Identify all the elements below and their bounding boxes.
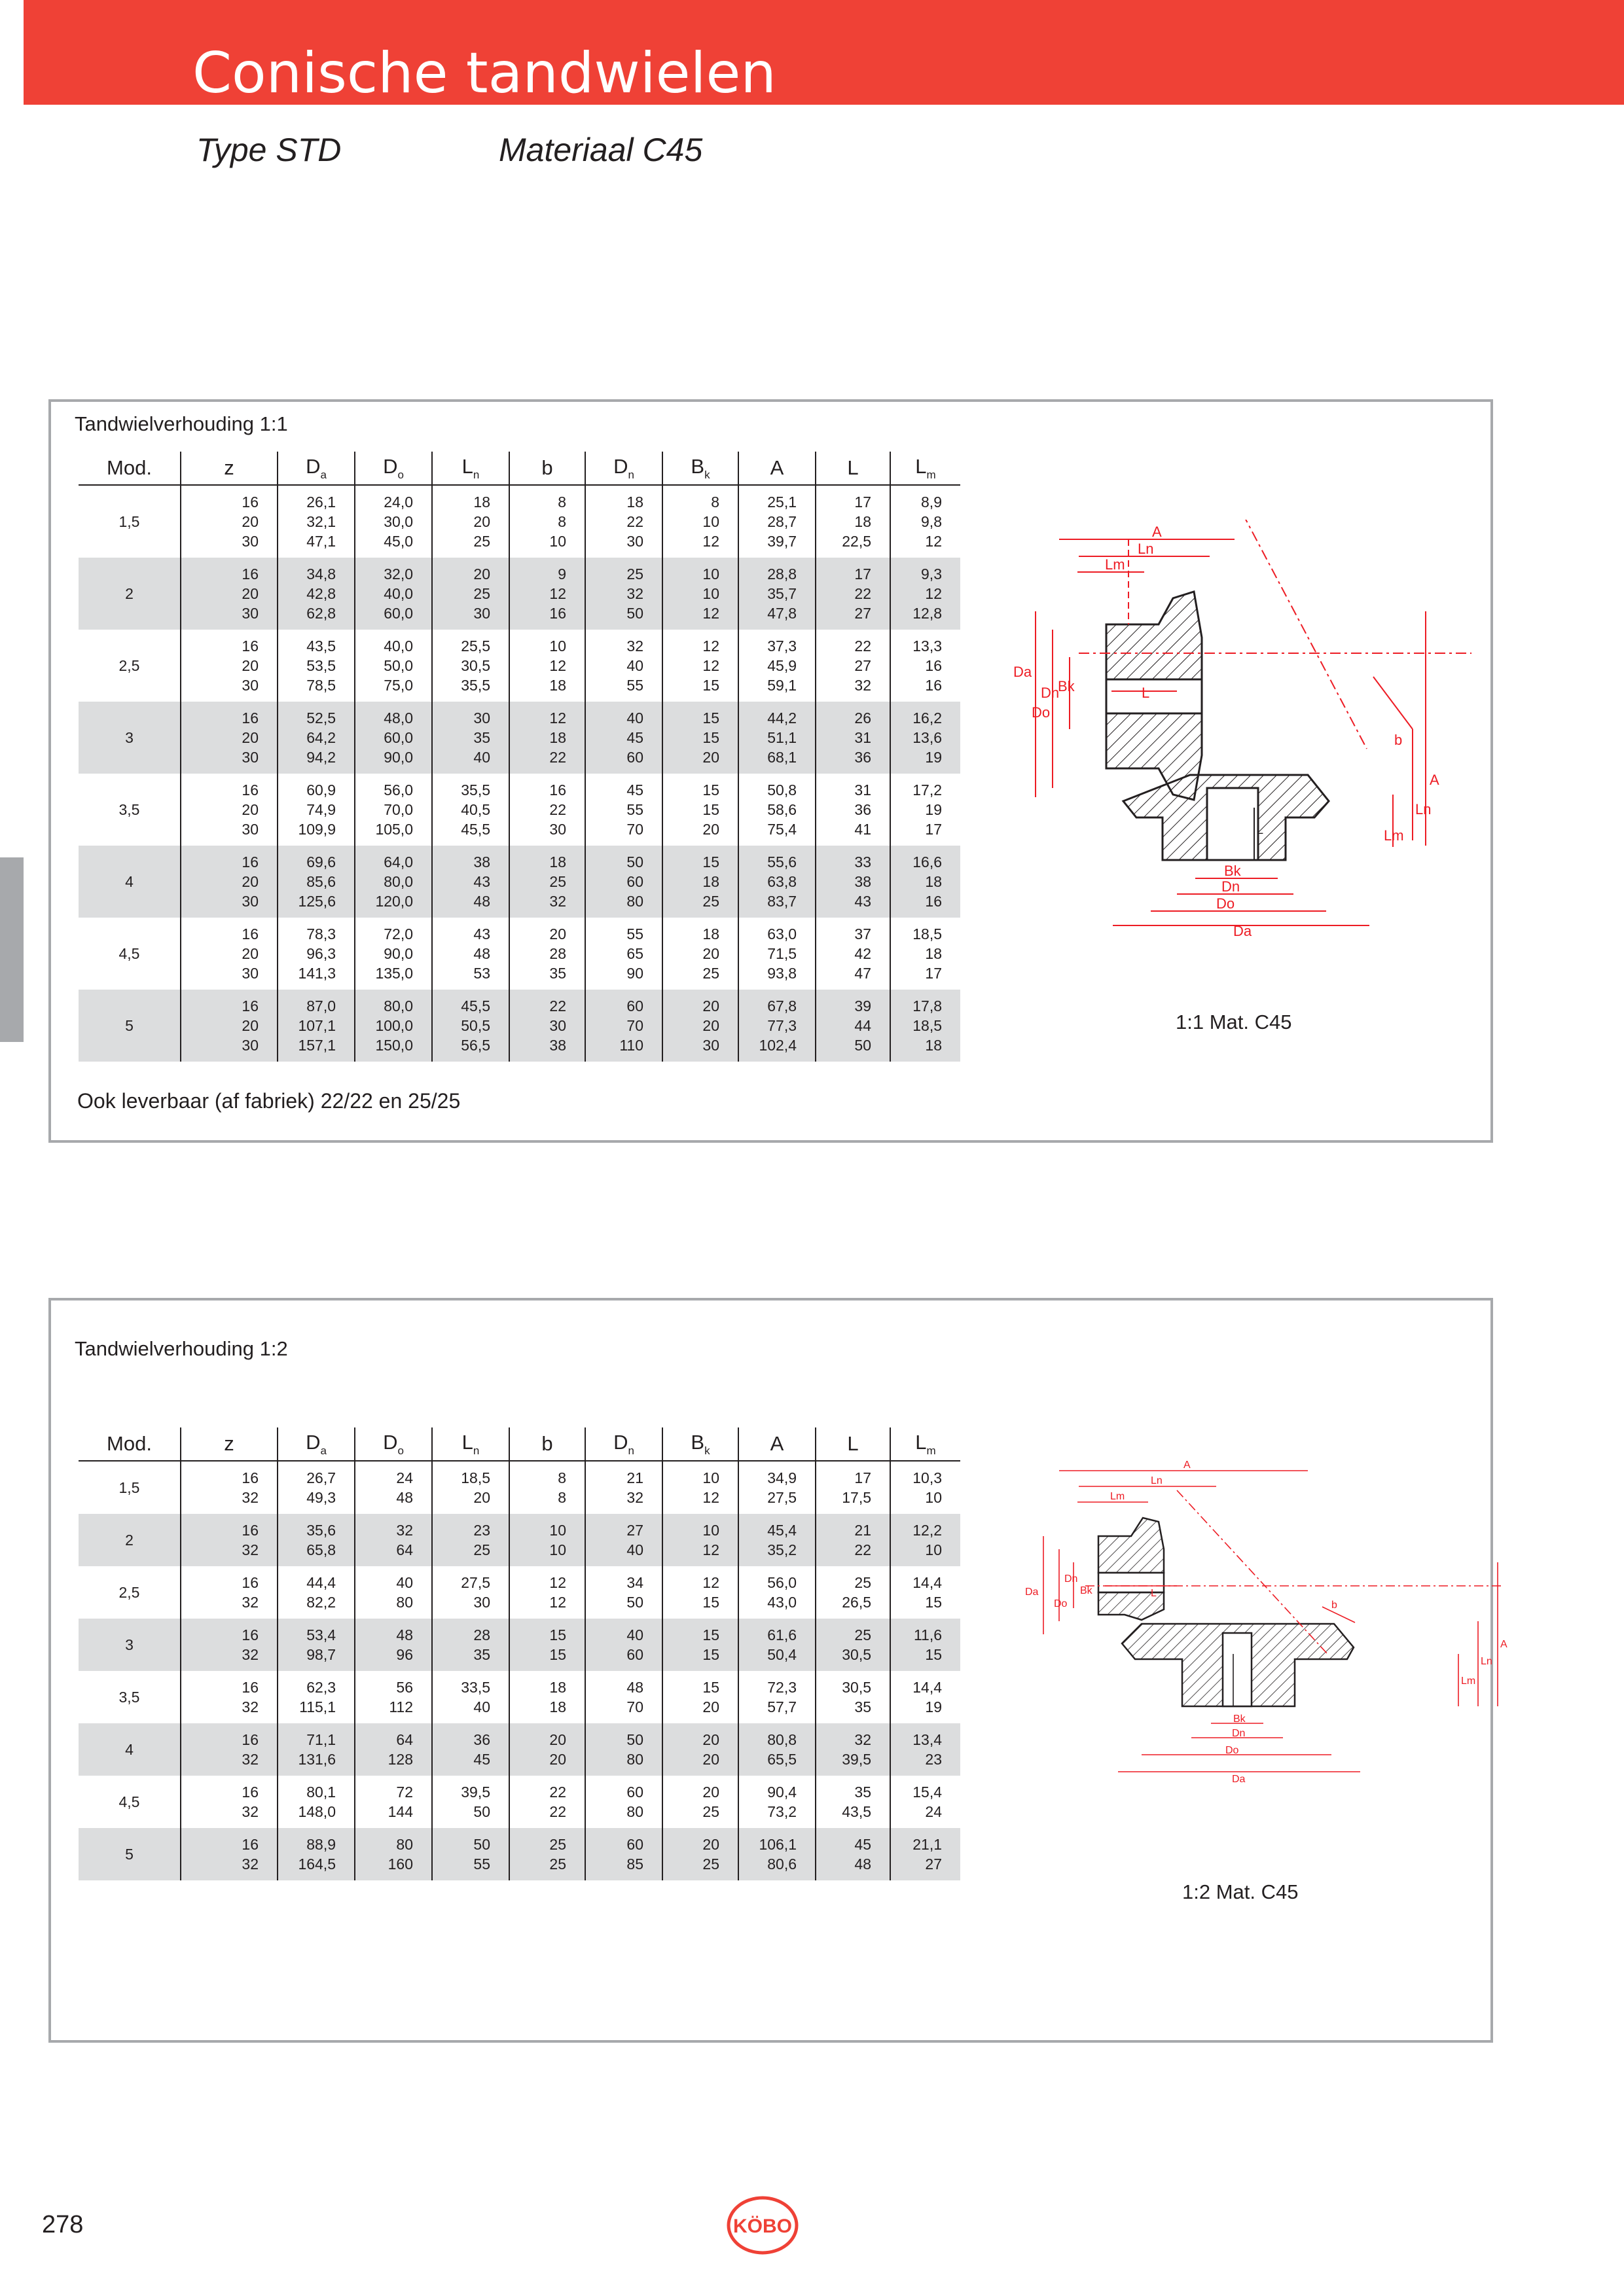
table-cell-b: 10 10 bbox=[509, 1514, 585, 1566]
table-cell-do: 32 64 bbox=[355, 1514, 432, 1566]
table-cell-bk: 15 18 25 bbox=[662, 846, 738, 918]
table-cell-bk: 20 25 bbox=[662, 1776, 738, 1828]
table-cell-a: 44,2 51,1 68,1 bbox=[738, 702, 816, 774]
table2-body bbox=[79, 1461, 960, 1880]
table-cell-z: 16 20 30 bbox=[181, 485, 278, 558]
pinion-bore bbox=[1106, 679, 1202, 713]
table-cell-do: 48 96 bbox=[355, 1619, 432, 1671]
table-cell-mod: 4 bbox=[79, 1723, 181, 1776]
table-cell-dn: 18 22 30 bbox=[585, 485, 662, 558]
table-cell-b: 22 22 bbox=[509, 1776, 585, 1828]
dim-label-do: Do bbox=[1032, 704, 1051, 721]
dim-label-ln-right: Ln bbox=[1415, 801, 1432, 817]
table-cell-b: 25 25 bbox=[509, 1828, 585, 1880]
table2-header-row bbox=[79, 1427, 960, 1461]
table-cell-mod: 1,5 bbox=[118, 1479, 140, 1496]
table-cell-mod: 5 bbox=[79, 1828, 181, 1880]
dim-label-dn: Dn bbox=[1041, 685, 1060, 701]
type-label: Type STD bbox=[196, 132, 342, 168]
dim2-label-ln-right: Ln bbox=[1481, 1656, 1492, 1667]
table2-col-header: b bbox=[509, 1427, 585, 1461]
dim2-label-a: A bbox=[1183, 1460, 1191, 1471]
dim2-label-a-right: A bbox=[1500, 1639, 1507, 1650]
table2-col-header: L bbox=[816, 1427, 890, 1461]
table-cell-z: 16 32 bbox=[181, 1461, 278, 1514]
table-cell-bk: 12 15 bbox=[662, 1566, 738, 1619]
table-cell-bk: 20 20 bbox=[662, 1723, 738, 1776]
table-row bbox=[79, 990, 960, 1062]
table-cell-ln: 33,5 40 bbox=[432, 1671, 509, 1723]
table-row bbox=[79, 918, 960, 990]
table-cell-l: 33 38 43 bbox=[816, 846, 890, 918]
table-cell-lm: 13,4 23 bbox=[890, 1723, 960, 1776]
table-cell-l: 17 22 27 bbox=[816, 558, 890, 630]
table-cell-ln: 35,5 40,5 45,5 bbox=[432, 774, 509, 846]
table-cell-lm: 17,8 18,5 18 bbox=[890, 990, 960, 1062]
table-cell-bk: 10 12 bbox=[662, 1461, 738, 1514]
dim2-label-bk-bottom: Bk bbox=[1233, 1713, 1246, 1725]
table-cell-mod: 4,5 bbox=[118, 945, 140, 962]
table-cell-a: 25,1 28,7 39,7 bbox=[738, 485, 816, 558]
table-cell-a: 45,4 35,2 bbox=[738, 1514, 816, 1566]
table-cell-bk: 20 25 bbox=[662, 1828, 738, 1880]
table-cell-lm: 10,3 10 bbox=[890, 1461, 960, 1514]
table-cell-z: 16 20 30 bbox=[181, 630, 278, 702]
table-cell-mod: 5 bbox=[79, 990, 181, 1062]
table-cell-ln: 28 35 bbox=[432, 1619, 509, 1671]
table-cell-z: 16 20 30 bbox=[181, 558, 278, 630]
table-row bbox=[79, 1619, 960, 1671]
dim-label-a-right: A bbox=[1430, 772, 1439, 788]
table-cell-bk: 20 20 30 bbox=[662, 990, 738, 1062]
table-cell-l: 17 18 22,5 bbox=[816, 485, 890, 558]
table-cell-z: 16 20 30 bbox=[181, 774, 278, 846]
dim2-label-dn-bottom: Dn bbox=[1232, 1728, 1246, 1739]
table1-col-header: $L_n$ bbox=[432, 452, 509, 485]
table-cell-do: 48,0 60,0 90,0 bbox=[355, 702, 432, 774]
table-cell-dn: 21 32 bbox=[585, 1461, 662, 1514]
table-cell-z: 16 32 bbox=[181, 1671, 278, 1723]
table-cell-lm: 8,9 9,8 12 bbox=[890, 485, 960, 558]
table-cell-lm: 14,4 15 bbox=[890, 1566, 960, 1619]
table-cell-b: 16 22 30 bbox=[509, 774, 585, 846]
table-row bbox=[79, 1461, 960, 1514]
table-cell-a: 72,3 57,7 bbox=[738, 1671, 816, 1723]
table-cell-da: 26,1 32,1 47,1 bbox=[278, 485, 355, 558]
table-cell-do: 64 128 bbox=[355, 1723, 432, 1776]
table2-col-header: z bbox=[181, 1427, 278, 1461]
table-cell-b: 9 12 16 bbox=[509, 558, 585, 630]
table-cell-lm: 14,4 19 bbox=[890, 1671, 960, 1723]
table-cell-da: 53,4 98,7 bbox=[278, 1619, 355, 1671]
table-cell-z: 16 32 bbox=[181, 1619, 278, 1671]
table-cell-bk: 15 20 bbox=[662, 1671, 738, 1723]
table2 bbox=[79, 1427, 960, 1880]
table-cell-a: 34,9 27,5 bbox=[738, 1461, 816, 1514]
table2-col-header: $L_n$ bbox=[432, 1427, 509, 1461]
dim2-label-da: Da bbox=[1025, 1587, 1039, 1598]
table-cell-ln: 45,5 50,5 56,5 bbox=[432, 990, 509, 1062]
page-title: Conische tandwielen bbox=[192, 41, 776, 106]
table1-col-header: Mod. bbox=[79, 452, 181, 485]
table-cell-mod: 3,5 bbox=[118, 1689, 140, 1706]
table-cell-l: 17 17,5 bbox=[816, 1461, 890, 1514]
table-cell-l: 25 26,5 bbox=[816, 1566, 890, 1619]
dim-label-l: L bbox=[1142, 685, 1150, 701]
table-cell-b: 15 15 bbox=[509, 1619, 585, 1671]
dim-label-bk: Bk bbox=[1058, 678, 1075, 694]
table1-col-header: $B_k$ bbox=[662, 452, 738, 485]
panel-ratio-1-1 bbox=[48, 399, 1493, 1143]
table-row bbox=[79, 1514, 960, 1566]
table-cell-mod: 4,5 bbox=[118, 1793, 140, 1810]
dim2-label-bk: Bk bbox=[1080, 1585, 1092, 1596]
dim-label-da: Da bbox=[1013, 664, 1032, 680]
table-cell-dn: 27 40 bbox=[585, 1514, 662, 1566]
table-cell-dn: 55 65 90 bbox=[585, 918, 662, 990]
table-cell-do: 72 144 bbox=[355, 1776, 432, 1828]
gear-bore-large bbox=[1223, 1633, 1252, 1706]
table-row bbox=[79, 774, 960, 846]
dim-label-lm: Lm bbox=[1105, 556, 1125, 573]
table-cell-do: 56,0 70,0 105,0 bbox=[355, 774, 432, 846]
table-row bbox=[79, 702, 960, 774]
table-cell-mod: 4 bbox=[79, 846, 181, 918]
table-cell-l: 39 44 50 bbox=[816, 990, 890, 1062]
table-row bbox=[79, 1566, 960, 1619]
table-cell-da: 62,3 115,1 bbox=[278, 1671, 355, 1723]
table-cell-b: 8 8 bbox=[509, 1461, 585, 1514]
table-cell-ln: 39,5 50 bbox=[432, 1776, 509, 1828]
dim-label-da-bottom: Da bbox=[1233, 923, 1252, 939]
dim2-label-do-bottom: Do bbox=[1225, 1745, 1239, 1756]
table-cell-a: 106,1 80,6 bbox=[738, 1828, 816, 1880]
dim-label-l-vertical: L bbox=[1257, 823, 1264, 836]
table-cell-lm: 17,2 19 17 bbox=[890, 774, 960, 846]
table-row bbox=[79, 558, 960, 630]
table-cell-b: 20 28 35 bbox=[509, 918, 585, 990]
table-cell-z: 16 20 30 bbox=[181, 990, 278, 1062]
table-cell-dn: 48 70 bbox=[585, 1671, 662, 1723]
kobo-logo bbox=[727, 2196, 799, 2255]
table-cell-b: 12 12 bbox=[509, 1566, 585, 1619]
table-cell-z: 16 32 bbox=[181, 1514, 278, 1566]
table-row bbox=[79, 630, 960, 702]
table-cell-dn: 60 85 bbox=[585, 1828, 662, 1880]
table-cell-lm: 11,6 15 bbox=[890, 1619, 960, 1671]
table-cell-mod: 2 bbox=[79, 558, 181, 630]
table-cell-l: 21 22 bbox=[816, 1514, 890, 1566]
table-cell-da: 43,5 53,5 78,5 bbox=[278, 630, 355, 702]
table-cell-lm: 12,2 10 bbox=[890, 1514, 960, 1566]
table-row bbox=[79, 1723, 960, 1776]
pinion-upper-small bbox=[1098, 1518, 1164, 1573]
table-cell-a: 80,8 65,5 bbox=[738, 1723, 816, 1776]
table1-col-header: A bbox=[738, 452, 816, 485]
table-cell-l: 31 36 41 bbox=[816, 774, 890, 846]
dim2-label-b: b bbox=[1331, 1600, 1337, 1611]
table2-col-header: A bbox=[738, 1427, 816, 1461]
table-cell-b: 12 18 22 bbox=[509, 702, 585, 774]
dim-label-lm-right: Lm bbox=[1384, 827, 1404, 844]
table-cell-da: 88,9 164,5 bbox=[278, 1828, 355, 1880]
table-cell-dn: 34 50 bbox=[585, 1566, 662, 1619]
table-cell-l: 37 42 47 bbox=[816, 918, 890, 990]
table1-col-header: z bbox=[181, 452, 278, 485]
table-cell-mod: 2 bbox=[79, 1514, 181, 1566]
dim2-label-ln: Ln bbox=[1151, 1475, 1163, 1486]
table-cell-bk: 15 15 bbox=[662, 1619, 738, 1671]
table-row bbox=[79, 1671, 960, 1723]
gear-bore bbox=[1207, 788, 1258, 860]
table-cell-da: 80,1 148,0 bbox=[278, 1776, 355, 1828]
table-cell-z: 16 32 bbox=[181, 1776, 278, 1828]
table2-title: Tandwielverhouding 1:2 bbox=[75, 1337, 288, 1360]
table-cell-dn: 32 40 55 bbox=[585, 630, 662, 702]
table-cell-lm: 15,4 24 bbox=[890, 1776, 960, 1828]
table-cell-lm: 18,5 18 17 bbox=[890, 918, 960, 990]
table-cell-b: 18 25 32 bbox=[509, 846, 585, 918]
availability-note: Ook leverbaar (af fabriek) 22/22 en 25/25 bbox=[77, 1089, 461, 1113]
table-cell-do: 56 112 bbox=[355, 1671, 432, 1723]
table-cell-z: 16 20 30 bbox=[181, 846, 278, 918]
table1-col-header: $D_n$ bbox=[585, 452, 662, 485]
table-cell-z: 16 32 bbox=[181, 1566, 278, 1619]
table1-col-header: b bbox=[509, 452, 585, 485]
table-cell-ln: 18,5 20 bbox=[432, 1461, 509, 1514]
dim-label-ln: Ln bbox=[1138, 541, 1154, 557]
table-cell-do: 80,0 100,0 150,0 bbox=[355, 990, 432, 1062]
table1-col-header: $D_o$ bbox=[355, 452, 432, 485]
dim-label-a: A bbox=[1152, 524, 1162, 540]
table-cell-lm: 21,1 27 bbox=[890, 1828, 960, 1880]
dim2-label-do: Do bbox=[1054, 1598, 1068, 1609]
table-cell-bk: 12 12 15 bbox=[662, 630, 738, 702]
table-cell-lm: 9,3 12 12,8 bbox=[890, 558, 960, 630]
table-cell-dn: 60 70 110 bbox=[585, 990, 662, 1062]
table-row bbox=[79, 846, 960, 918]
table-cell-da: 26,7 49,3 bbox=[278, 1461, 355, 1514]
table-cell-bk: 15 15 20 bbox=[662, 774, 738, 846]
table-cell-lm: 13,3 16 16 bbox=[890, 630, 960, 702]
table-cell-a: 67,8 77,3 102,4 bbox=[738, 990, 816, 1062]
table-cell-dn: 25 32 50 bbox=[585, 558, 662, 630]
table-cell-ln: 43 48 53 bbox=[432, 918, 509, 990]
table-cell-lm: 16,6 18 16 bbox=[890, 846, 960, 918]
dim2-label-lm: Lm bbox=[1110, 1491, 1125, 1502]
table-cell-l: 45 48 bbox=[816, 1828, 890, 1880]
table-cell-do: 80 160 bbox=[355, 1828, 432, 1880]
table-cell-bk: 10 10 12 bbox=[662, 558, 738, 630]
page-number: 278 bbox=[42, 2211, 84, 2238]
table-row bbox=[79, 1828, 960, 1880]
table-cell-da: 52,5 64,2 94,2 bbox=[278, 702, 355, 774]
table-cell-mod: 3 bbox=[79, 1619, 181, 1671]
table-cell-ln: 36 45 bbox=[432, 1723, 509, 1776]
table2-col-header: $L_m$ bbox=[890, 1427, 960, 1461]
table-cell-a: 50,8 58,6 75,4 bbox=[738, 774, 816, 846]
table-cell-da: 69,6 85,6 125,6 bbox=[278, 846, 355, 918]
table-cell-b: 10 12 18 bbox=[509, 630, 585, 702]
table-cell-do: 24 48 bbox=[355, 1461, 432, 1514]
table-cell-z: 16 20 30 bbox=[181, 702, 278, 774]
pinion-left-upper bbox=[1106, 592, 1202, 679]
table2-col-header: $D_o$ bbox=[355, 1427, 432, 1461]
table-cell-z: 16 20 30 bbox=[181, 918, 278, 990]
table-cell-do: 40,0 50,0 75,0 bbox=[355, 630, 432, 702]
drawing1-caption: 1:1 Mat. C45 bbox=[1176, 1011, 1292, 1033]
table-cell-l: 32 39,5 bbox=[816, 1723, 890, 1776]
table-cell-ln: 27,5 30 bbox=[432, 1566, 509, 1619]
table1-header-row bbox=[79, 452, 960, 485]
table2-col-header: Mod. bbox=[79, 1427, 181, 1461]
table2-col-header: $B_k$ bbox=[662, 1427, 738, 1461]
table-cell-a: 90,4 73,2 bbox=[738, 1776, 816, 1828]
table1-col-header: L bbox=[816, 452, 890, 485]
dim2-label-l: L bbox=[1151, 1588, 1157, 1599]
table-cell-mod: 2,5 bbox=[118, 657, 140, 674]
table-cell-do: 64,0 80,0 120,0 bbox=[355, 846, 432, 918]
table-cell-b: 18 18 bbox=[509, 1671, 585, 1723]
table-cell-a: 63,0 71,5 93,8 bbox=[738, 918, 816, 990]
table-cell-dn: 40 45 60 bbox=[585, 702, 662, 774]
table-cell-dn: 40 60 bbox=[585, 1619, 662, 1671]
table-cell-do: 40 80 bbox=[355, 1566, 432, 1619]
material-label: Materiaal C45 bbox=[499, 132, 703, 168]
table-cell-a: 61,6 50,4 bbox=[738, 1619, 816, 1671]
table-cell-bk: 8 10 12 bbox=[662, 485, 738, 558]
side-tab-marker bbox=[0, 857, 24, 1042]
table-cell-lm: 16,2 13,6 19 bbox=[890, 702, 960, 774]
table1-title: Tandwielverhouding 1:1 bbox=[75, 412, 288, 435]
table-cell-ln: 20 25 30 bbox=[432, 558, 509, 630]
table-cell-ln: 23 25 bbox=[432, 1514, 509, 1566]
table-cell-b: 20 20 bbox=[509, 1723, 585, 1776]
table-cell-a: 37,3 45,9 59,1 bbox=[738, 630, 816, 702]
table-cell-mod: 2,5 bbox=[118, 1584, 140, 1601]
table1-col-header: $L_m$ bbox=[890, 452, 960, 485]
table-cell-da: 87,0 107,1 157,1 bbox=[278, 990, 355, 1062]
table-cell-do: 72,0 90,0 135,0 bbox=[355, 918, 432, 990]
dim-label-dn-bottom: Dn bbox=[1221, 878, 1240, 895]
table-cell-a: 56,0 43,0 bbox=[738, 1566, 816, 1619]
table-cell-da: 44,4 82,2 bbox=[278, 1566, 355, 1619]
table-cell-mod: 3,5 bbox=[118, 801, 140, 818]
table-cell-da: 34,8 42,8 62,8 bbox=[278, 558, 355, 630]
table2-col-header: $D_a$ bbox=[278, 1427, 355, 1461]
table-cell-bk: 15 15 20 bbox=[662, 702, 738, 774]
table-cell-da: 71,1 131,6 bbox=[278, 1723, 355, 1776]
table1 bbox=[79, 452, 960, 1062]
table-cell-a: 28,8 35,7 47,8 bbox=[738, 558, 816, 630]
table-cell-do: 32,0 40,0 60,0 bbox=[355, 558, 432, 630]
table1-body bbox=[79, 485, 960, 1062]
table-cell-mod: 1,5 bbox=[118, 513, 140, 530]
table-cell-b: 8 8 10 bbox=[509, 485, 585, 558]
dim2-label-lm-right: Lm bbox=[1461, 1676, 1476, 1687]
dim-label-b: b bbox=[1394, 732, 1403, 748]
table2-col-header: $D_n$ bbox=[585, 1427, 662, 1461]
drawing-1-2 bbox=[1020, 1458, 1517, 1850]
table-cell-b: 22 30 38 bbox=[509, 990, 585, 1062]
table-cell-ln: 25,5 30,5 35,5 bbox=[432, 630, 509, 702]
table-cell-dn: 50 60 80 bbox=[585, 846, 662, 918]
dim2-label-da-bottom: Da bbox=[1232, 1774, 1246, 1785]
table-cell-da: 35,6 65,8 bbox=[278, 1514, 355, 1566]
table-cell-z: 16 32 bbox=[181, 1828, 278, 1880]
table-cell-da: 60,9 74,9 109,9 bbox=[278, 774, 355, 846]
table-cell-l: 30,5 35 bbox=[816, 1671, 890, 1723]
dim2-label-dn: Dn bbox=[1064, 1573, 1078, 1585]
table1-col-header: $D_a$ bbox=[278, 452, 355, 485]
table-cell-bk: 18 20 25 bbox=[662, 918, 738, 990]
drawing-1-1 bbox=[1013, 520, 1485, 971]
dim-label-bk-bottom: Bk bbox=[1224, 863, 1241, 879]
table-cell-dn: 50 80 bbox=[585, 1723, 662, 1776]
table-row bbox=[79, 1776, 960, 1828]
panel-ratio-1-2 bbox=[48, 1298, 1507, 2043]
table-cell-l: 35 43,5 bbox=[816, 1776, 890, 1828]
table-cell-z: 16 32 bbox=[181, 1723, 278, 1776]
table-cell-mod: 3 bbox=[79, 702, 181, 774]
table-cell-l: 22 27 32 bbox=[816, 630, 890, 702]
table-cell-ln: 50 55 bbox=[432, 1828, 509, 1880]
table-cell-ln: 30 35 40 bbox=[432, 702, 509, 774]
table-cell-dn: 60 80 bbox=[585, 1776, 662, 1828]
table-cell-ln: 38 43 48 bbox=[432, 846, 509, 918]
drawing2-caption: 1:2 Mat. C45 bbox=[1182, 1880, 1299, 1903]
table-cell-dn: 45 55 70 bbox=[585, 774, 662, 846]
table-row bbox=[79, 485, 960, 558]
table-cell-bk: 10 12 bbox=[662, 1514, 738, 1566]
table-cell-l: 25 30,5 bbox=[816, 1619, 890, 1671]
table-cell-ln: 18 20 25 bbox=[432, 485, 509, 558]
table-cell-da: 78,3 96,3 141,3 bbox=[278, 918, 355, 990]
table-cell-a: 55,6 63,8 83,7 bbox=[738, 846, 816, 918]
logo-text: KÖBO bbox=[733, 2215, 792, 2237]
dim-label-do-bottom: Do bbox=[1216, 895, 1235, 912]
table-cell-do: 24,0 30,0 45,0 bbox=[355, 485, 432, 558]
table-cell-l: 26 31 36 bbox=[816, 702, 890, 774]
